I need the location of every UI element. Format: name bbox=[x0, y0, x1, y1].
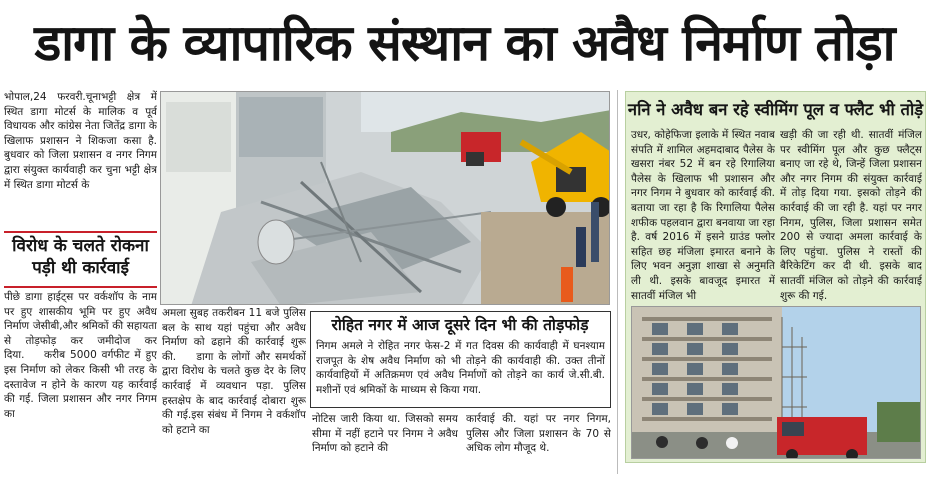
lead-story-continuation-a: नोटिस जारी किया था. जिसको समय सीमा में नहीं हटाने पर निगम ने अवैध निर्माण को हटाने की bbox=[312, 413, 458, 455]
rohit-nagar-box bbox=[310, 311, 611, 408]
lead-story-body: पीछे डागा हाईट्स पर वर्कशॉप के नाम पर हुए शासकीय भूमि पर हुए अवैध निर्माण जेसीबी,और श्रमिकों की सहायता से तोड़फोड़ कर जमीदोज कर दिया. करीब 5000 वर्गफीट में हुए इस निर्माण को लेकर किसी भी तरह के दस्तावेज न होने के कारण यह कार्रवाई की गई. जिला प्रशासन और नगर निगम का bbox=[4, 291, 157, 420]
building-photo bbox=[631, 306, 921, 459]
side-story-title: ननि ने अवैध बन रहे स्वीमिंग पूल व फ्लैट भी तोड़े bbox=[627, 100, 924, 119]
lead-story-continuation-b: कार्रवाई की. यहां पर नगर निगम, पुलिस और जिला प्रशासन के 70 से अधिक लोग मौजूद थे. bbox=[466, 413, 611, 455]
subhead-rule-bottom bbox=[4, 286, 157, 288]
side-story-column-1: उधर, कोहेफिजा इलाके में स्थित नवाब संपति में शामिल अहमदाबाद पैलेस के खसरा नंबर 52 में बन रहे रिगालिया पैलेस के खिलाफ भी प्रशासन और नगर निगम ने बुधवार को कार्रवाई की. बताया जा रहा है कि रिगालिया पैलेस शफीक पहलवान द्वारा बनवाया जा रहा है. वर्ष 2016 में इसने ग्राउंड फ्लोर सहित छह मंजिला इमारत बनाने के लिए भवन अनुज्ञा शाखा से अनुमति ली थी. इसके बावजूद इमारत में सातवीं मंजिल भी bbox=[631, 129, 775, 302]
lead-story-subheading: विरोध के चलते रोकना पड़ी थी कार्रवाई bbox=[12, 236, 149, 278]
demolition-photo bbox=[160, 91, 610, 305]
demolition-photo-illustration bbox=[161, 92, 610, 305]
lead-story-middle-column: अमला सुबह तकरीबन 11 बजे पुलिस बल के साथ यहां पहुंचा और अवैध निर्माण को ढहाने की कार्रवाई शुरू की. डागा के लोगों और समर्थकों द्वारा विरोध के चलते कुछ देर के लिए कार्रवाई में व्यवधान पड़ा. पुलिस हस्तक्षेप के बाद कार्रवाई दोबारा शुरू की गई.इस संबंध में निगम ने वर्कशॉप को हटाने का bbox=[162, 307, 306, 436]
subhead-rule-top bbox=[4, 231, 157, 233]
rohit-nagar-title: रोहित नगर में आज दूसरे दिन भी की तोड़फोड़ bbox=[331, 316, 589, 334]
building-photo-illustration bbox=[632, 307, 921, 459]
column-divider bbox=[617, 90, 618, 474]
page-headline: डागा के व्यापारिक संस्थान का अवैध निर्माण तोड़ा bbox=[34, 14, 895, 72]
side-story-column-2: खड़ी की जा रही थी. सातवीं मंजिल पर स्वीमिंग पूल और कुछ फ्लैट्स बनाए जा रहे थे, जिन्हें जिला प्रशासन और नगर निगम की संयुक्त कार्रवाई में तोड़ दिया गया. इसको तोड़ने की कार्रवाई की जा रही है. यहां पर नगर निगम, पुलिस, जिला प्रशासन समेत 200 से ज्यादा अमला कार्रवाई के लिए पहुंचा. पुलिस ने रास्तों की बैरिकेटिंग कर दी थी. इसके बाद सातवीं मंजिल को तोड़ने की कार्रवाई शुरू की गई. bbox=[780, 129, 922, 302]
side-story-box bbox=[625, 91, 926, 463]
lead-story-intro: भोपाल,24 फरवरी.चूनाभट्टी क्षेत्र में स्थित डागा मोटर्स के मालिक व पूर्व विधायक और कांग्रेस नेता जितेंद्र डागा के खिलाफ प्रशासन ने शिकजा कसा है. बुधवार को जिला प्रशासन व नगर निगम द्वारा संयुक्त कार्यवाही कर चुना भट्टी क्षेत्र में स्थित डागा मोटर्स के bbox=[4, 91, 157, 191]
rohit-nagar-body: निगम अमले ने रोहित नगर फेस-2 में गत दिवस की कार्यवाही में घनश्याम राजपूत के शेष अवैध निर्माण को भी तोड़ने की कार्यवाही की. उक्त तीनों कार्यवाहियों में अतिक्रमण एवं अवैध निर्माणों को तोड़ने का कार्य जे.सी.बी. मशीनों एवं श्रमिकों के माध्यम से किया गया. bbox=[316, 340, 605, 396]
